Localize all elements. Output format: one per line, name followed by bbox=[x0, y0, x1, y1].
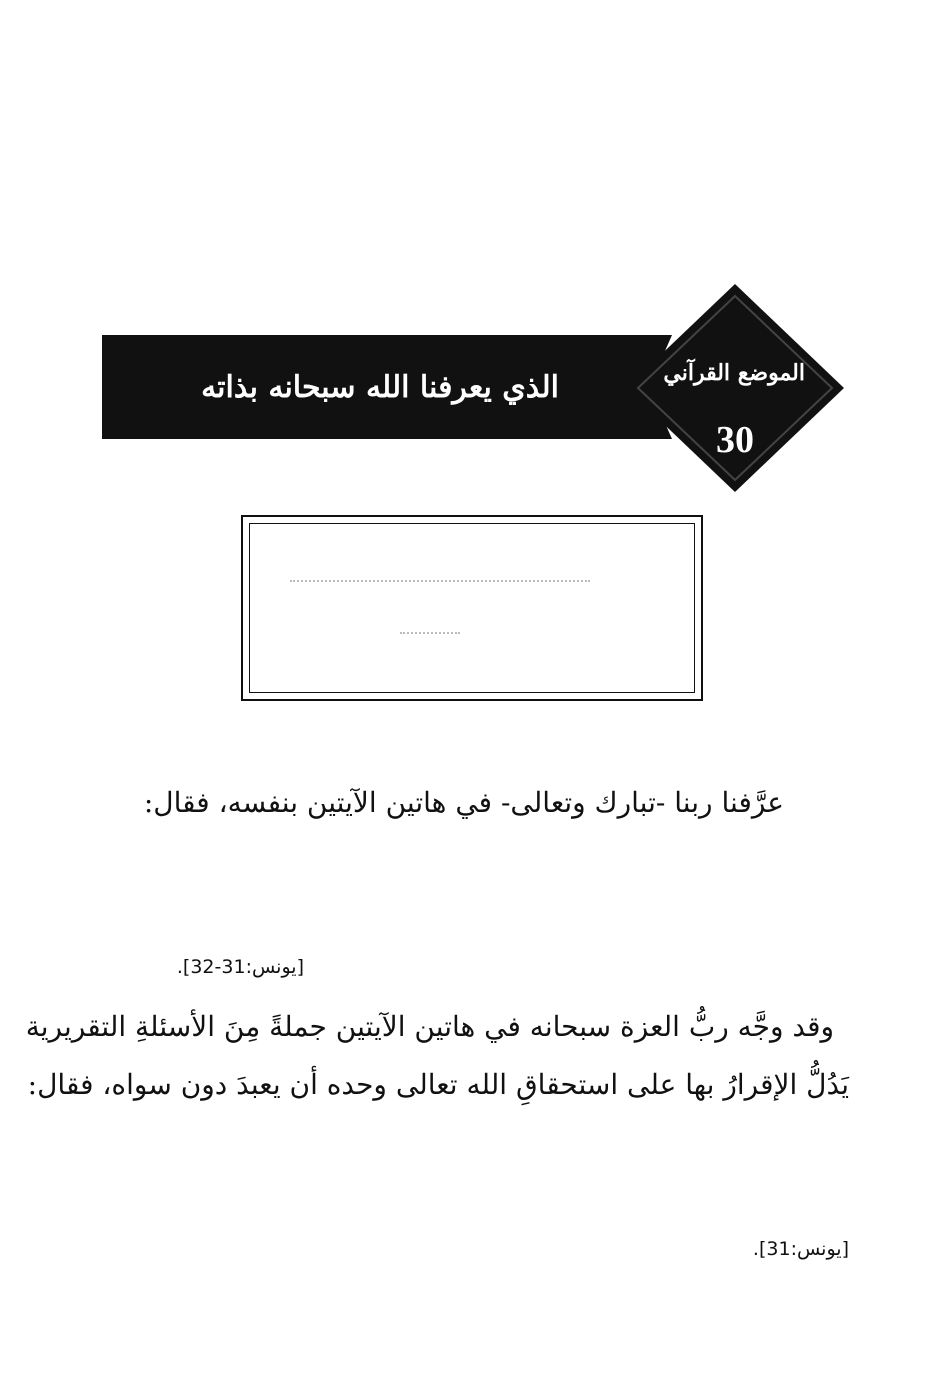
faded-verse-line bbox=[400, 632, 460, 636]
badge-label: الموضع القرآني bbox=[663, 360, 805, 386]
verse-reference: [يونس:31-32]. bbox=[176, 956, 304, 978]
intro-paragraph: عرَّفنا ربنا -تبارك وتعالى- في هاتين الآيتين بنفسه، فقال: bbox=[143, 786, 784, 819]
verse-frame bbox=[241, 515, 703, 701]
page-title: الذي يعرفنا الله سبحانه بذاته bbox=[201, 369, 559, 405]
verse-frame-inner-border bbox=[249, 523, 695, 693]
section-number: 30 bbox=[716, 419, 754, 461]
body-line: وقد وجَّه ربُّ العزة سبحانه في هاتين الآيتين جملةً مِنَ الأسئلةِ التقريرية bbox=[25, 1010, 834, 1043]
body-line: يَدُلُّ الإقرارُ بها على استحقاقِ الله تعالى وحده أن يعبدَ دون سواه، فقال: bbox=[27, 1068, 849, 1101]
faded-verse-line bbox=[290, 580, 590, 584]
verse-reference: [يونس:31]. bbox=[752, 1238, 849, 1260]
